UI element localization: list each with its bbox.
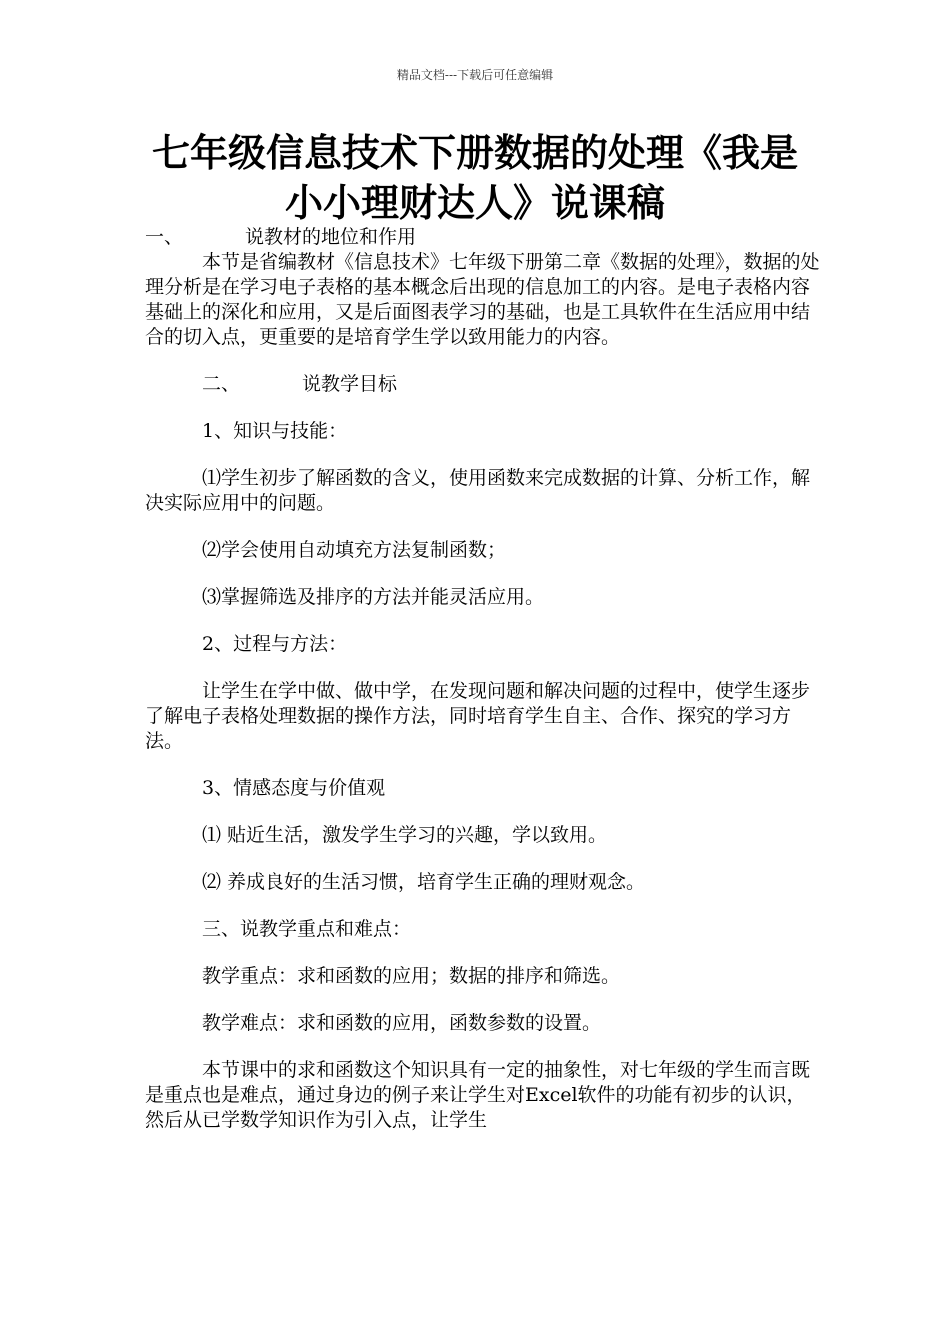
document-title: 七年级信息技术下册数据的处理《我是小小理财达人》说课稿 bbox=[151, 130, 798, 225]
paragraph: ⑵学会使用自动填充方法复制函数； bbox=[202, 539, 507, 561]
header-note: 精品文档---下载后可任意编辑 bbox=[396, 68, 554, 82]
paragraph: 教学重点：求和函数的应用；数据的排序和筛选。 bbox=[202, 965, 621, 987]
section-heading-2 bbox=[145, 372, 821, 397]
section-heading-1 bbox=[145, 225, 821, 250]
document-body bbox=[145, 225, 821, 1133]
paragraph: ⑴学生初步了解函数的含义，使用函数来完成数据的计算、分析工作，解决实际应用中的问题。 bbox=[145, 467, 811, 514]
paragraph: ⑴ 贴近生活，激发学生学习的兴趣，学以致用。 bbox=[202, 824, 608, 846]
paragraph: 教学难点：求和函数的应用，函数参数的设置。 bbox=[202, 1012, 602, 1034]
paragraph: ⑶掌握筛选及排序的方法并能灵活应用。 bbox=[202, 586, 545, 608]
section-title: 说教学目标 bbox=[302, 373, 398, 395]
paragraph: ⑵ 养成良好的生活习惯，培育学生正确的理财观念。 bbox=[202, 871, 646, 893]
subheading-knowledge: 1、知识与技能： bbox=[202, 420, 348, 442]
section-title: 说教材的地位和作用 bbox=[245, 226, 417, 248]
paragraph: 让学生在学中做、做中学，在发现问题和解决问题的过程中，使学生逐步了解电子表格处理数据的操作方法，同时培育学生自主、合作、探究的学习方法。 bbox=[145, 680, 811, 752]
paragraph: 本节是省编教材《信息技术》七年级下册第二章《数据的处理》，数据的处理分析是在学习电子表格的基本概念后出现的信息加工的内容。是电子表格内容基础上的深化和应用，又是后面图表学习的基础，也是工具软件在生活应用中结合的切入点，更重要的是培育学生学以致用能力的内容。 bbox=[145, 251, 820, 348]
subheading-emotion: 3、情感态度与价值观 bbox=[202, 777, 386, 799]
paragraph: 本节课中的求和函数这个知识具有一定的抽象性，对七年级的学生而言既是重点也是难点，通过身边的例子来让学生对Excel软件的功能有初步的认识，然后从已学数学知识作为引入点，让学生 bbox=[145, 1059, 811, 1131]
section-number: 一、 bbox=[145, 226, 184, 248]
subheading-method: 2、过程与方法： bbox=[202, 633, 348, 655]
section-number: 二、 bbox=[202, 373, 241, 395]
section-heading-3: 三、说教学重点和难点： bbox=[202, 918, 412, 940]
